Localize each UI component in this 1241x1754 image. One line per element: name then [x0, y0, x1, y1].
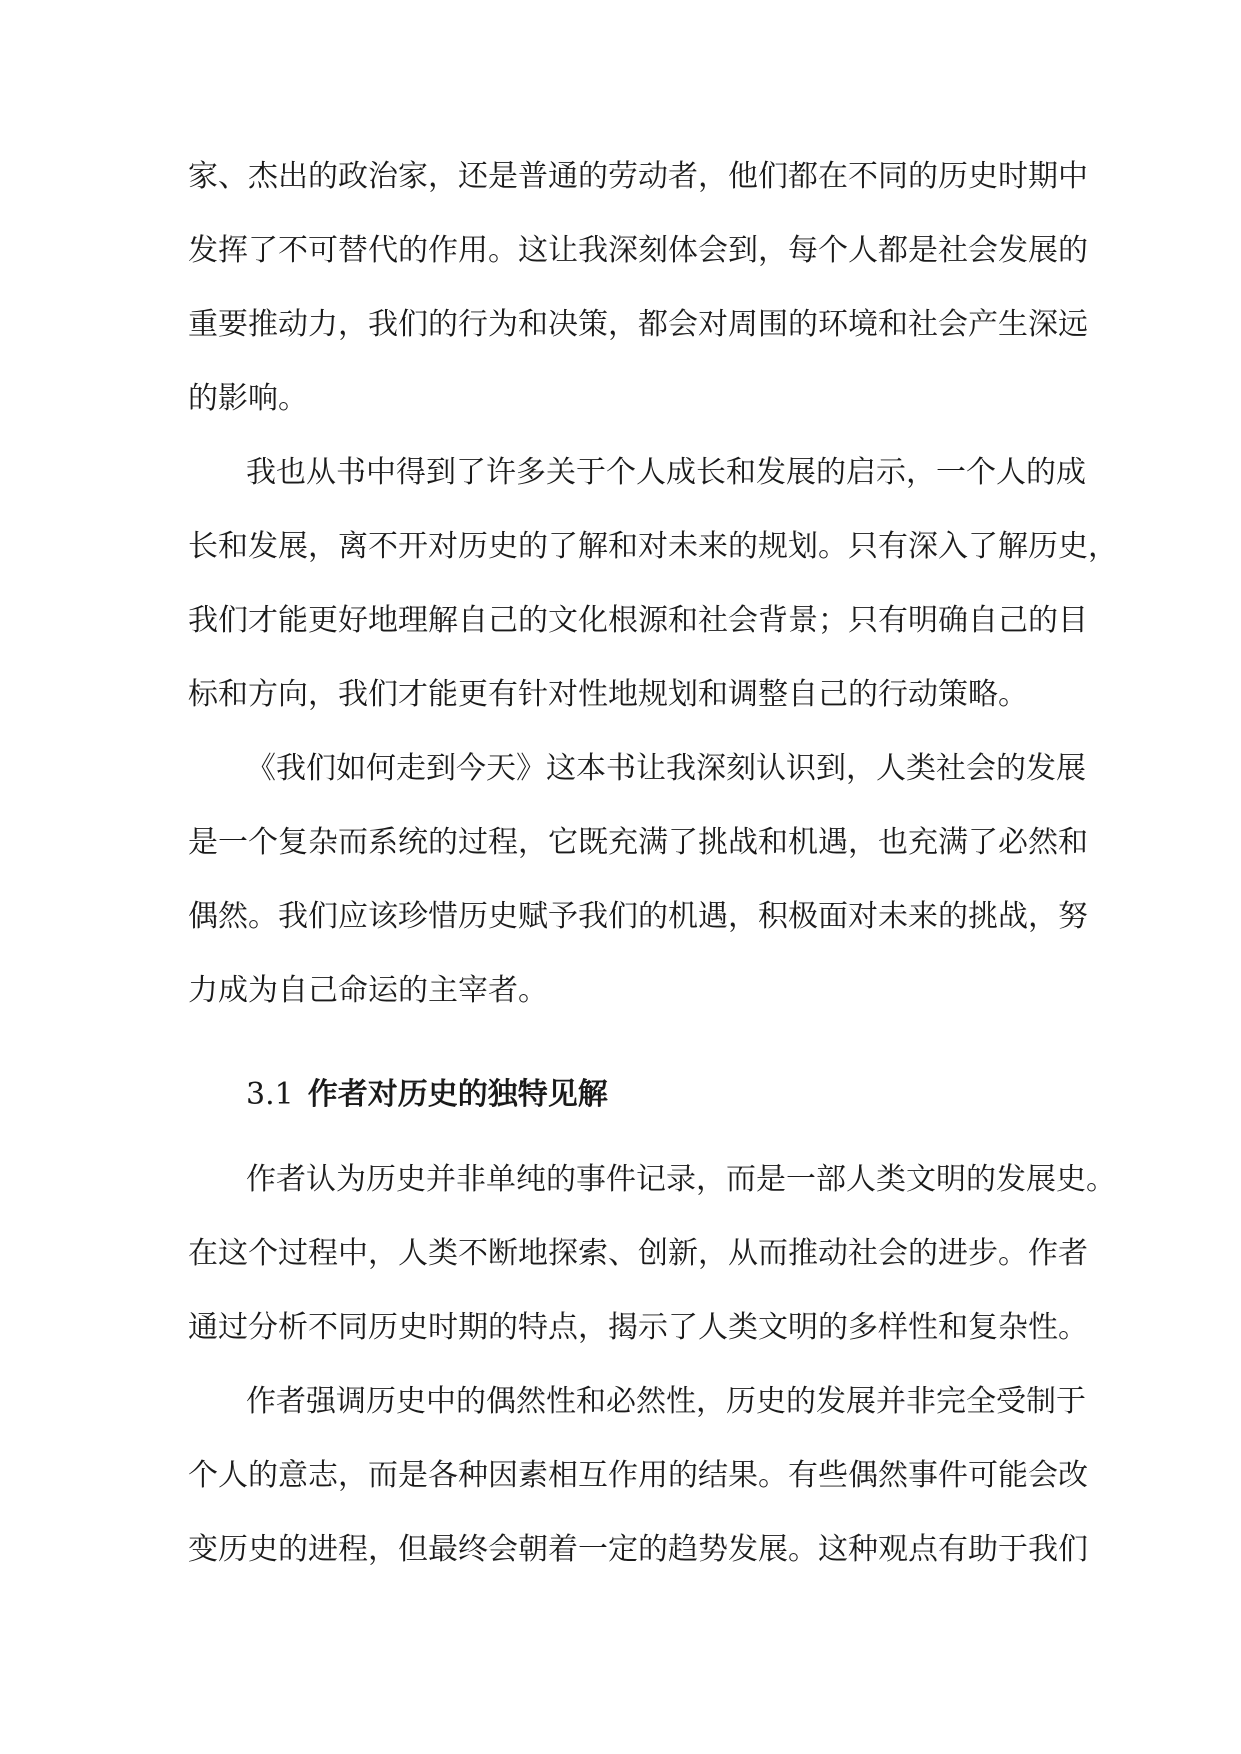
section-title: 作者对历史的独特见解 — [307, 1077, 608, 1112]
paragraph-line: 个人的意志，而是各种因素相互作用的结果。有些偶然事件可能会改 — [188, 1458, 1088, 1493]
paragraph-line: 发挥了不可替代的作用。这让我深刻体会到，每个人都是社会发展的 — [188, 233, 1088, 268]
paragraph-line: 我们才能更好地理解自己的文化根源和社会背景；只有明确自己的目 — [188, 603, 1088, 638]
paragraph-line: 是一个复杂而系统的过程，它既充满了挑战和机遇，也充满了必然和 — [188, 825, 1088, 860]
paragraph-line: 《我们如何走到今天》这本书让我深刻认识到，人类社会的发展 — [246, 751, 1086, 786]
paragraph-line: 通过分析不同历史时期的特点，揭示了人类文明的多样性和复杂性。 — [188, 1310, 1088, 1345]
paragraph-line: 作者强调历史中的偶然性和必然性，历史的发展并非完全受制于 — [246, 1384, 1086, 1419]
paragraph-line: 我也从书中得到了许多关于个人成长和发展的启示，一个人的成 — [246, 455, 1086, 490]
paragraph-line: 力成为自己命运的主宰者。 — [188, 973, 548, 1008]
paragraph-line: 作者认为历史并非单纯的事件记录，而是一部人类文明的发展史。 — [246, 1162, 1116, 1197]
paragraph-line: 长和发展，离不开对历史的了解和对未来的规划。只有深入了解历史， — [188, 529, 1118, 564]
section-number: 3.1 — [246, 1077, 294, 1112]
paragraph-line: 的影响。 — [188, 381, 308, 416]
paragraph-line: 标和方向，我们才能更有针对性地规划和调整自己的行动策略。 — [188, 677, 1028, 712]
paragraph-line: 家、杰出的政治家，还是普通的劳动者，他们都在不同的历史时期中 — [188, 159, 1088, 194]
paragraph-line: 重要推动力，我们的行为和决策，都会对周围的环境和社会产生深远 — [188, 307, 1088, 342]
paragraph-line: 在这个过程中，人类不断地探索、创新，从而推动社会的进步。作者 — [188, 1236, 1088, 1271]
section-heading — [246, 1058, 608, 1132]
paragraph-line: 偶然。我们应该珍惜历史赋予我们的机遇，积极面对未来的挑战，努 — [188, 899, 1088, 934]
paragraph-line: 变历史的进程，但最终会朝着一定的趋势发展。这种观点有助于我们 — [188, 1532, 1088, 1567]
